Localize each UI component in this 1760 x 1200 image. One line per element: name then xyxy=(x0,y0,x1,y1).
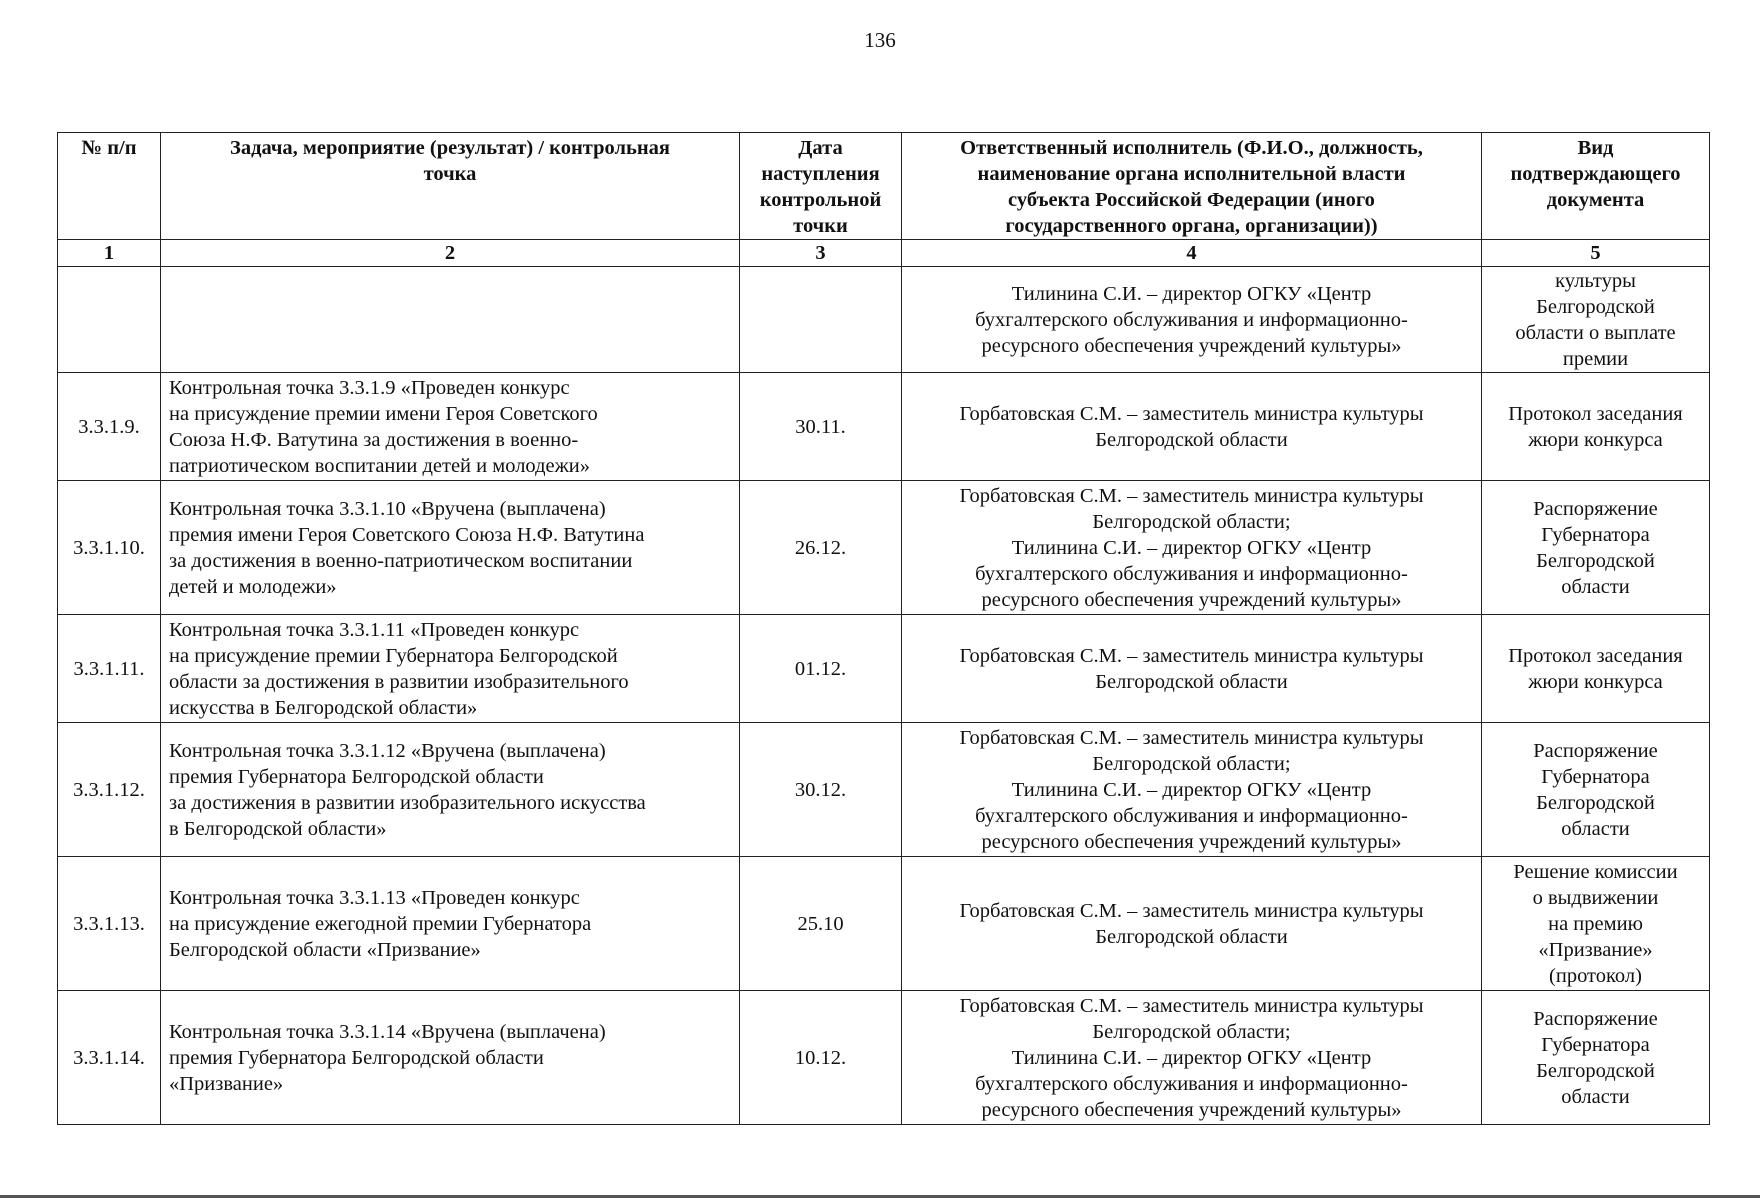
text-line: Контрольная точка 3.3.1.12 «Вручена (выплачена) xyxy=(169,739,606,762)
text-line: Горбатовская С.М. – заместитель министра культуры xyxy=(959,644,1424,667)
text-line: «Призвание» xyxy=(169,1072,284,1095)
text-line: точка xyxy=(423,163,477,185)
text-line: области за достижения в развитии изобразительного xyxy=(169,670,629,693)
text-line: области xyxy=(1561,1085,1630,1108)
task-cell xyxy=(161,723,740,857)
text-line: Белгородской xyxy=(1536,549,1655,572)
text-line: на премию xyxy=(1548,912,1643,935)
text-line: Белгородской области xyxy=(1095,428,1288,451)
document-type-cell xyxy=(1482,991,1710,1125)
row-number-cell: 3.3.1.14. xyxy=(58,991,161,1125)
text-line: бухгалтерского обслуживания и информационно- xyxy=(975,308,1408,331)
text-line: жюри конкурса xyxy=(1528,670,1663,693)
task-cell xyxy=(161,481,740,615)
text-line: точки xyxy=(793,215,848,237)
task-cell xyxy=(161,991,740,1125)
text-line: Решение комиссии xyxy=(1513,860,1678,883)
date-cell: 10.12. xyxy=(740,991,902,1125)
text-line: в Белгородской области» xyxy=(169,817,387,840)
row-number-cell xyxy=(58,267,161,373)
date-cell: 01.12. xyxy=(740,615,902,723)
text-line: на присуждение премии имени Героя Советского xyxy=(169,402,598,425)
text-line: Белгородской области xyxy=(1095,925,1288,948)
text-line: искусства в Белгородской области» xyxy=(169,696,478,719)
text-line: ресурсного обеспечения учреждений культуры» xyxy=(981,830,1402,853)
text-line: Контрольная точка 3.3.1.14 «Вручена (выплачена) xyxy=(169,1020,606,1043)
text-line: Протокол заседания xyxy=(1508,644,1683,667)
text-line: Горбатовская С.М. – заместитель министра культуры xyxy=(959,402,1424,425)
text-line: Губернатора xyxy=(1541,1033,1650,1056)
table-row xyxy=(58,857,1710,991)
header-task xyxy=(161,133,740,240)
document-type-cell xyxy=(1482,481,1710,615)
responsible-cell xyxy=(902,373,1482,481)
task-cell xyxy=(161,373,740,481)
document-type-cell xyxy=(1482,267,1710,373)
text-line: Белгородской области xyxy=(1095,670,1288,693)
text-line: ресурсного обеспечения учреждений культуры» xyxy=(981,588,1402,611)
document-type-cell xyxy=(1482,857,1710,991)
column-index-row xyxy=(58,240,1710,267)
text-line: бухгалтерского обслуживания и информационно- xyxy=(975,1072,1408,1095)
table-row xyxy=(58,481,1710,615)
text-line: области о выплате xyxy=(1515,321,1676,344)
row-number-cell: 3.3.1.11. xyxy=(58,615,161,723)
table-row xyxy=(58,991,1710,1125)
text-line: контрольной xyxy=(759,189,882,211)
responsible-cell xyxy=(902,481,1482,615)
text-line: за достижения в военно-патриотическом воспитании xyxy=(169,549,633,572)
row-number-cell: 3.3.1.13. xyxy=(58,857,161,991)
task-cell xyxy=(161,857,740,991)
column-index: 3 xyxy=(740,240,902,267)
page-number: 136 xyxy=(864,28,896,52)
task-cell xyxy=(161,615,740,723)
task-cell xyxy=(161,267,740,373)
table-row xyxy=(58,373,1710,481)
document-type-cell xyxy=(1482,373,1710,481)
table-row xyxy=(58,267,1710,373)
text-line: Задача, мероприятие (результат) / контрольная xyxy=(230,137,670,159)
text-line: ресурсного обеспечения учреждений культуры» xyxy=(981,1098,1402,1121)
responsible-cell xyxy=(902,615,1482,723)
text-line: Распоряжение xyxy=(1533,497,1658,520)
text-line: № п/п xyxy=(81,137,137,159)
text-line: Горбатовская С.М. – заместитель министра культуры xyxy=(959,994,1424,1017)
text-line: культуры xyxy=(1555,269,1636,292)
text-line: детей и молодежи» xyxy=(169,575,337,598)
text-line: Горбатовская С.М. – заместитель министра культуры xyxy=(959,899,1424,922)
table-row xyxy=(58,723,1710,857)
text-line: Тилинина С.И. – директор ОГКУ «Центр xyxy=(1011,778,1372,801)
text-line: подтверждающего xyxy=(1510,163,1681,185)
document-type-cell xyxy=(1482,723,1710,857)
text-line: Белгородской xyxy=(1536,1059,1655,1082)
column-index: 1 xyxy=(58,240,161,267)
responsible-cell xyxy=(902,267,1482,373)
text-line: государственного органа, организации)) xyxy=(1005,215,1378,237)
header-responsible xyxy=(902,133,1482,240)
text-line: премии xyxy=(1562,347,1629,370)
document-type-cell xyxy=(1482,615,1710,723)
text-line: Союза Н.Ф. Ватутина за достижения в военно- xyxy=(169,428,579,451)
row-number-cell: 3.3.1.9. xyxy=(58,373,161,481)
column-index: 4 xyxy=(902,240,1482,267)
text-line: Ответственный исполнитель (Ф.И.О., должность, xyxy=(960,137,1423,159)
text-line: Вид xyxy=(1577,137,1614,159)
text-line: «Призвание» xyxy=(1538,938,1653,961)
text-line: патриотическом воспитании детей и молодежи» xyxy=(169,454,590,477)
text-line: бухгалтерского обслуживания и информационно- xyxy=(975,804,1408,827)
responsible-cell xyxy=(902,857,1482,991)
text-line: жюри конкурса xyxy=(1528,428,1663,451)
text-line: премия Губернатора Белгородской области xyxy=(169,1046,544,1069)
text-line: Тилинина С.И. – директор ОГКУ «Центр xyxy=(1011,536,1372,559)
text-line: (протокол) xyxy=(1549,964,1642,987)
header-date xyxy=(740,133,902,240)
text-line: области xyxy=(1561,575,1630,598)
date-cell: 30.11. xyxy=(740,373,902,481)
text-line: Горбатовская С.М. – заместитель министра культуры xyxy=(959,726,1424,749)
responsible-cell xyxy=(902,991,1482,1125)
text-line: Белгородской области; xyxy=(1092,1020,1291,1043)
column-index: 5 xyxy=(1482,240,1710,267)
text-line: Губернатора xyxy=(1541,765,1650,788)
text-line: Контрольная точка 3.3.1.11 «Проведен конкурс xyxy=(169,618,580,641)
text-line: Распоряжение xyxy=(1533,1007,1658,1030)
text-line: Протокол заседания xyxy=(1508,402,1683,425)
text-line: Тилинина С.И. – директор ОГКУ «Центр xyxy=(1011,282,1372,305)
text-line: за достижения в развитии изобразительного искусства xyxy=(169,791,646,814)
text-line: премия имени Героя Советского Союза Н.Ф. Ватутина xyxy=(169,523,645,546)
text-line: Белгородской xyxy=(1536,791,1655,814)
text-line: Белгородской области; xyxy=(1092,752,1291,775)
control-points-table xyxy=(57,132,1710,1125)
text-line: о выдвижении xyxy=(1532,886,1659,909)
date-cell: 25.10 xyxy=(740,857,902,991)
text-line: премия Губернатора Белгородской области xyxy=(169,765,544,788)
text-line: наименование органа исполнительной власти xyxy=(977,163,1406,185)
date-cell: 26.12. xyxy=(740,481,902,615)
text-line: Белгородской области «Призвание» xyxy=(169,938,481,961)
table-row xyxy=(58,615,1710,723)
text-line: субъекта Российской Федерации (иного xyxy=(1008,189,1375,211)
text-line: Белгородской области; xyxy=(1092,510,1291,533)
date-cell xyxy=(740,267,902,373)
row-number-cell: 3.3.1.12. xyxy=(58,723,161,857)
table-body xyxy=(58,267,1710,1125)
text-line: Горбатовская С.М. – заместитель министра культуры xyxy=(959,484,1424,507)
text-line: Контрольная точка 3.3.1.13 «Проведен конкурс xyxy=(169,886,580,909)
header-number xyxy=(58,133,161,240)
text-line: Белгородской xyxy=(1536,295,1655,318)
text-line: бухгалтерского обслуживания и информационно- xyxy=(975,562,1408,585)
text-line: ресурсного обеспечения учреждений культуры» xyxy=(981,334,1402,357)
text-line: документа xyxy=(1546,189,1645,211)
text-line: области xyxy=(1561,817,1630,840)
text-line: Дата xyxy=(798,137,843,159)
text-line: на присуждение ежегодной премии Губернатора xyxy=(169,912,592,935)
scan-edge-line xyxy=(0,1195,1760,1198)
column-index: 2 xyxy=(161,240,740,267)
text-line: Тилинина С.И. – директор ОГКУ «Центр xyxy=(1011,1046,1372,1069)
date-cell: 30.12. xyxy=(740,723,902,857)
header-document xyxy=(1482,133,1710,240)
responsible-cell xyxy=(902,723,1482,857)
table-header-row xyxy=(58,133,1710,240)
text-line: Губернатора xyxy=(1541,523,1650,546)
text-line: Контрольная точка 3.3.1.10 «Вручена (выплачена) xyxy=(169,497,606,520)
text-line: на присуждение премии Губернатора Белгородской xyxy=(169,644,618,667)
row-number-cell: 3.3.1.10. xyxy=(58,481,161,615)
text-line: Контрольная точка 3.3.1.9 «Проведен конкурс xyxy=(169,376,570,399)
text-line: Распоряжение xyxy=(1533,739,1658,762)
text-line: наступления xyxy=(761,163,880,185)
